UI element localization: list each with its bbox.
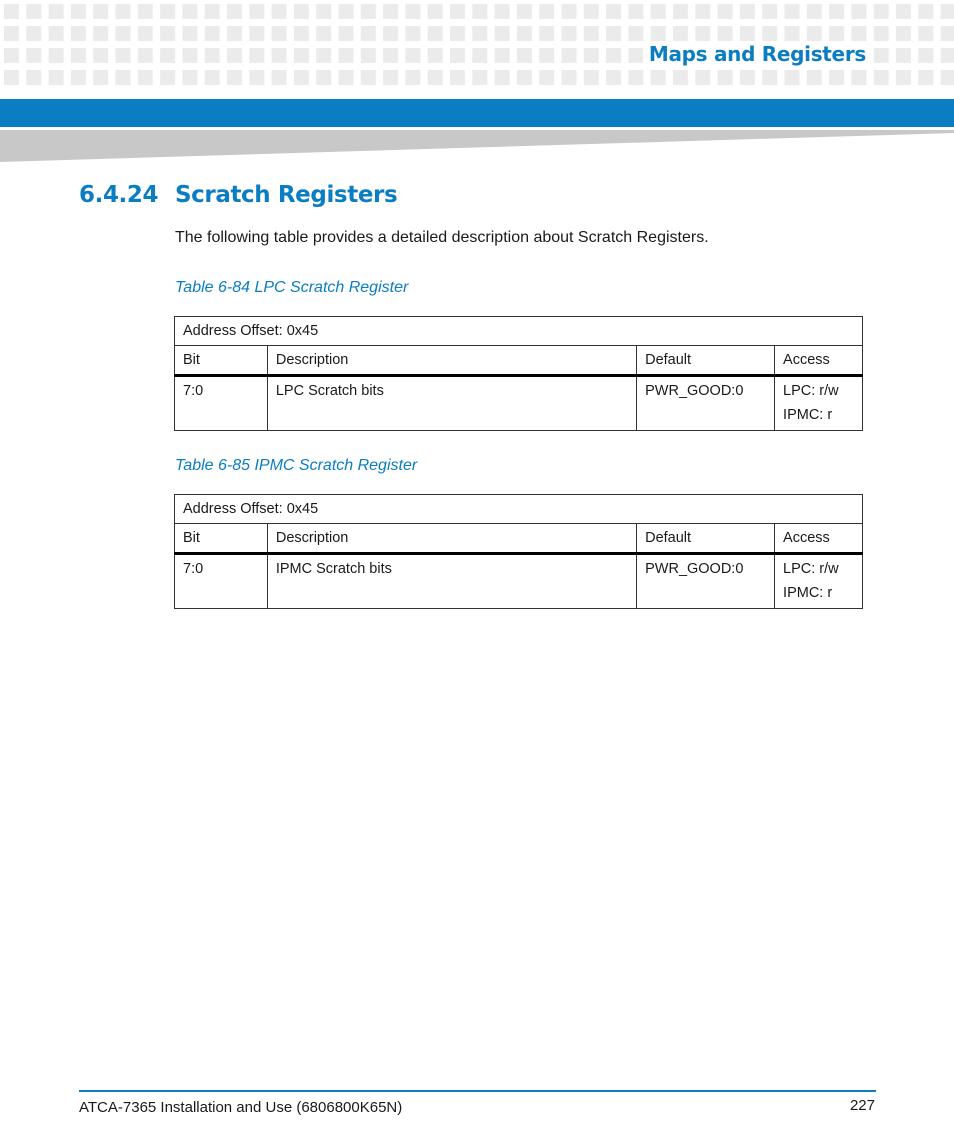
column-header-bit: Bit bbox=[175, 524, 268, 554]
column-header-description: Description bbox=[267, 524, 636, 554]
register-table-lpc bbox=[174, 316, 863, 431]
access-ipmc: IPMC: r bbox=[783, 407, 833, 423]
column-header-default: Default bbox=[637, 524, 775, 554]
address-row bbox=[175, 317, 863, 346]
footer-document-title: ATCA-7365 Installation and Use (6806800K65N) bbox=[79, 1099, 403, 1116]
section-heading bbox=[79, 182, 397, 208]
table-row bbox=[175, 554, 863, 609]
table-caption: Table 6-85 IPMC Scratch Register bbox=[175, 457, 418, 474]
column-header-access: Access bbox=[775, 346, 863, 376]
access-ipmc: IPMC: r bbox=[783, 585, 833, 601]
column-header-bit: Bit bbox=[175, 346, 268, 376]
cell-bit: 7:0 bbox=[175, 376, 268, 431]
cell-access bbox=[775, 554, 863, 609]
section-heading-title: Scratch Registers bbox=[175, 182, 398, 208]
header-row bbox=[175, 346, 863, 376]
access-lpc: LPC: r/w bbox=[783, 383, 839, 399]
cell-default: PWR_GOOD:0 bbox=[637, 376, 775, 431]
address-row bbox=[175, 495, 863, 524]
cell-default: PWR_GOOD:0 bbox=[637, 554, 775, 609]
table-caption: Table 6-84 LPC Scratch Register bbox=[175, 279, 409, 296]
cell-access bbox=[775, 376, 863, 431]
header-row bbox=[175, 524, 863, 554]
section-number: 6.4.24 bbox=[79, 182, 159, 208]
column-header-default: Default bbox=[637, 346, 775, 376]
footer-rule bbox=[79, 1090, 876, 1092]
access-lpc: LPC: r/w bbox=[783, 561, 839, 577]
page-number: 227 bbox=[849, 1097, 875, 1114]
register-table-ipmc bbox=[174, 494, 863, 609]
section-title: Maps and Registers bbox=[643, 42, 872, 66]
column-header-description: Description bbox=[267, 346, 636, 376]
cell-description: LPC Scratch bits bbox=[267, 376, 636, 431]
header-blue-bar bbox=[0, 99, 954, 127]
table-row bbox=[175, 376, 863, 431]
cell-description: IPMC Scratch bits bbox=[267, 554, 636, 609]
column-header-access: Access bbox=[775, 524, 863, 554]
intro-paragraph: The following table provides a detailed description about Scratch Registers. bbox=[175, 229, 709, 246]
cell-bit: 7:0 bbox=[175, 554, 268, 609]
header-gray-wedge bbox=[0, 130, 954, 164]
address-offset: Address Offset: 0x45 bbox=[175, 495, 863, 524]
address-offset: Address Offset: 0x45 bbox=[175, 317, 863, 346]
